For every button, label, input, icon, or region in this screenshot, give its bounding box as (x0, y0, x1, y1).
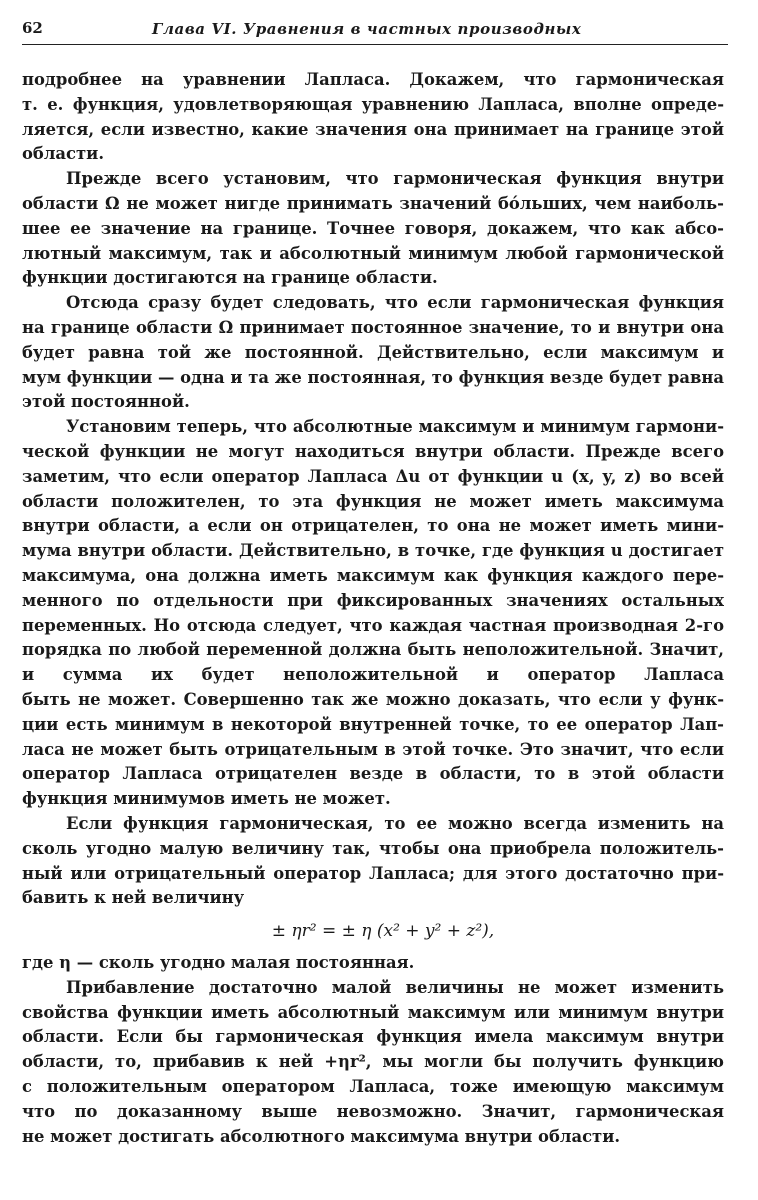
text-line: ляется, если известно, какие значения она принимает на границе этой (22, 119, 724, 139)
text-line: Установим теперь, что абсолютные максимум и минимум гармони- (66, 417, 724, 437)
text-line: сколь угодно малую величину так, чтобы она приобрела положитель- (22, 838, 724, 858)
text-line: функция минимумов иметь не может. (22, 789, 391, 809)
text-line: области положителен, то эта функция не может иметь максимума (22, 491, 724, 511)
text-line: области Ω не может нигде принимать значений бо́льших, чем наиболь- (22, 193, 724, 213)
text-line: ческой функции не могут находиться внутри области. Прежде всего (22, 441, 724, 461)
body-text (22, 68, 724, 1149)
text-line: шее ее значение на границе. Точнее говоря, докажем, что как абсо- (22, 218, 724, 238)
text-line: оператор Лапласа отрицателен везде в области, то в этой области (22, 764, 724, 784)
text-line: что по доказанному выше невозможно. Значит, гармоническая (22, 1101, 724, 1121)
text-line: на границе области Ω принимает постоянное значение, то и внутри она (22, 317, 724, 337)
running-title: Глава VI. Уравнения в частных производных (152, 20, 582, 38)
text-line: Прибавление достаточно малой величины не может изменить (66, 977, 724, 997)
text-line: переменных. Но отсюда следует, что каждая частная производная 2-го (22, 615, 724, 635)
header-rule (22, 44, 728, 45)
formula: ± ηr² = ± η (x² + y² + z²), (271, 921, 495, 942)
text-line: подробнее на уравнении Лапласа. Докажем, что гармоническая (22, 70, 724, 89)
text-line: не может достигать абсолютного максимума внутри области. (22, 1126, 621, 1146)
text-line: максимума, она должна иметь максимум как функция каждого пере- (22, 565, 724, 585)
text-line: ный или отрицательный оператор Лапласа; для этого достаточно при- (22, 863, 724, 883)
text-line: быть не может. Совершенно так же можно доказать, что если у функ- (22, 689, 724, 709)
text-line: мум функции — одна и та же постоянная, то функция везде будет равна (22, 367, 724, 387)
text-line: внутри области, а если он отрицателен, то она не может иметь мини- (22, 516, 724, 536)
text-line: будет равна той же постоянной. Действительно, если максимум и (22, 342, 724, 362)
text-line: области. (22, 144, 105, 164)
page-header (22, 14, 728, 48)
text-line: Отсюда сразу будет следовать, что если гармоническая функция (66, 293, 724, 313)
text-line: менного по отдельности при фиксированных значениях остальных (22, 590, 724, 610)
text-line: ласа не может быть отрицательным в этой точке. Это значит, что если (22, 739, 724, 759)
text-line: с положительным оператором Лапласа, тоже имеющую максимум (22, 1077, 724, 1097)
text-line: ции есть минимум в некоторой внутренней точке, то ее оператор Лап- (22, 714, 724, 734)
page-number: 62 (22, 19, 43, 37)
text-line: области, то, прибавив к ней +ηr², мы могли бы получить функцию (22, 1052, 724, 1072)
text-line: мума внутри области. Действительно, в точке, где функция u достигает (22, 541, 724, 561)
text-line: области. Если бы гармоническая функция имела максимум внутри (22, 1027, 724, 1047)
text-line: Если функция гармоническая, то ее можно всегда изменить на (66, 813, 724, 833)
text-line: где η — сколь угодно малая постоянная. (22, 953, 415, 973)
text-line: функции достигаются на границе области. (22, 268, 438, 288)
text-line: заметим, что если оператор Лапласа Δu от функции u (x, y, z) во всей (22, 466, 724, 486)
text-line: свойства функции иметь абсолютный максимум или минимум внутри (22, 1002, 724, 1022)
text-line: бавить к ней величину (22, 888, 245, 908)
text-line: этой постоянной. (22, 392, 190, 412)
text-line: и сумма их будет неположительной и оператор Лапласа (22, 665, 724, 685)
text-line: т. е. функция, удовлетворяющая уравнению Лапласа, вполне опреде- (22, 94, 724, 114)
text-line: порядка по любой переменной должна быть неположительной. Значит, (22, 640, 724, 660)
text-line: лютный максимум, так и абсолютный минимум любой гармонической (22, 243, 724, 263)
text-line: Прежде всего установим, что гармоническая функция внутри (66, 169, 724, 189)
